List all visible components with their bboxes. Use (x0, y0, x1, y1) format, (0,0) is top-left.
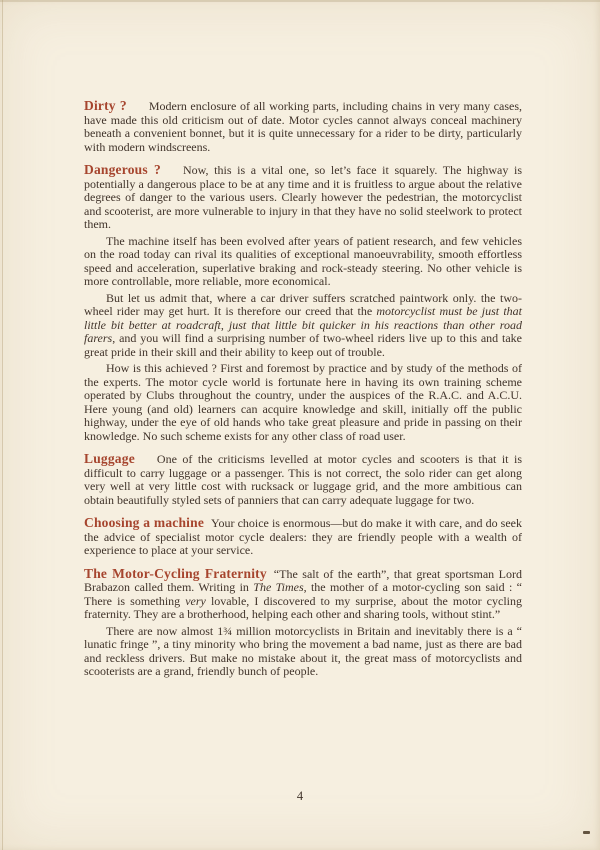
body-text: , the mother of a motor-cycling son said : “ There is something (84, 580, 522, 608)
section-heading: The Motor-Cycling Fraternity (84, 565, 267, 581)
body-text: Modern enclosure of all working parts, including chains in very many cases, have made this old criticism out of date. Motor cycles cannot always conceal machinery beneath a convenient bonnet, but it is quite unnecessary for a rider to be dirty, particularly with modern windscreens. (84, 99, 523, 154)
paragraph (84, 235, 522, 289)
section-heading: Luggage (84, 451, 135, 466)
italic-text: The Times (253, 580, 304, 594)
paragraph (84, 452, 522, 507)
paragraph (84, 567, 522, 622)
paragraph (84, 625, 522, 679)
body-text: , and you will find a surprising number of two-wheel riders live up to this and take great pride in their skill and their ability to keep out of trouble. (84, 331, 522, 359)
scan-edge-crease (2, 0, 3, 850)
body-text: Your choice is enormous—but do make it with care, and do seek the advice of specialist motor cycle dealers: they are friendly people with a wealth of experience to place at your service. (84, 516, 522, 557)
paragraph (84, 362, 522, 443)
body-text: Now, this is a vital one, so let’s face it squarely. The highway is potentially a dangerous place to be at any time and it is fruitless to argue about the relative degrees of danger to the various users. Clearly however the pedestrian, the motorcyclist and scooterist, are more vulnerable to injury in that they have no solid steelwork to protect them. (84, 163, 522, 231)
body-text: “The salt of the earth”, that great sportsman Lord Brabazon called them. Writing in (84, 566, 522, 594)
body-text: But let us admit that, where a car driver suffers scratched paintwork only. the two-wheel rider may get hurt. It is therefore our creed that the (84, 290, 522, 318)
paragraph (84, 163, 522, 232)
scan-artifact (583, 831, 590, 834)
section-heading: Dirty ? (84, 98, 127, 113)
section-heading: Choosing a machine (84, 515, 205, 530)
body-text: How is this achieved ? First and foremost by practice and by study of the methods of the experts. The motor cycle world is fortunate here in having its own training scheme operated by Clubs throughout the country, under the auspices of the R.A.C. and A.C.U. Here young (and old) learners can acquire knowledge and skill, initially off the public highway, under the eye of old hands who take great pleasure and pride in passing on their knowledge. No such scheme exists for any other class of road user. (84, 361, 522, 443)
paragraph (84, 99, 522, 154)
paragraph (84, 516, 522, 558)
section-choosing-a-machine (84, 516, 522, 558)
body-text: There are now almost 1¾ million motorcyclists in Britain and inevitably there is a “ lunatic fringe ”, a tiny minority who bring the movement a bad name, just as there are bad and reckless drivers. But make no mistake about it, the great mass of motorcyclists and scooterists are a grand, friendly bunch of people. (84, 623, 522, 678)
italic-text: motorcyclist must be just that little bit better at roadcraft, just that little bit quicker in his reactions than other road farers (84, 304, 522, 345)
section-dangerous (84, 163, 522, 443)
body-text: One of the criticisms levelled at motor cycles and scooters is that it is difficult to carry luggage or a passenger. This is not correct, the solo rider can get along very well at very little cost with rucksack or luggage grid, and the more ambitious can obtain beautifully styled sets of panniers that can carry adequate luggage for two. (84, 452, 522, 507)
body-text: lovable, I discovered to my surprise, about the motor cycling fraternity. They are a brotherhood, helping each other and sharing tools, without stint.” (84, 593, 522, 621)
page-text-block (84, 99, 522, 688)
body-text: The machine itself has been evolved after years of patient research, and few vehicles on the road today can rival its qualities of exceptional manoeuvrability, smooth effortless speed and acceleration, superlative braking and rock-steady steering. No other vehicle is more controllable, more reliable, more economical. (84, 233, 522, 288)
section-dirty (84, 99, 522, 154)
section-the-motor-cycling-fraternity (84, 567, 522, 679)
section-luggage (84, 452, 522, 507)
italic-text: very (185, 593, 206, 608)
section-heading: Dangerous ? (84, 162, 161, 177)
page-number: 4 (296, 789, 304, 803)
paragraph (84, 292, 522, 360)
